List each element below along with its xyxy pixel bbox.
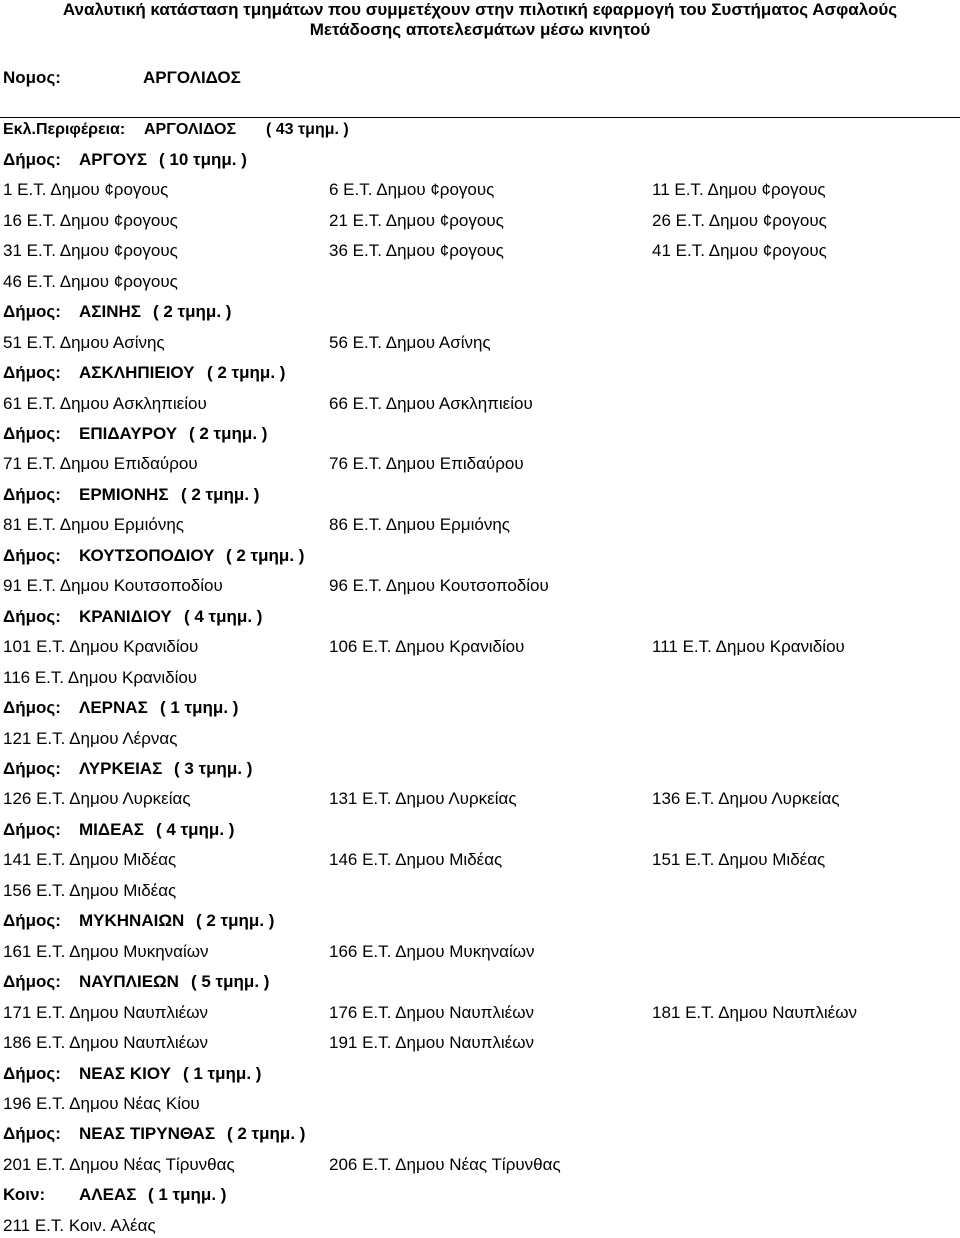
municipality-count: ( 2 τμημ. )	[196, 911, 275, 930]
municipality-header	[0, 148, 960, 172]
polling-section: 81 Ε.Τ. Δημου Ερμιόνης	[3, 515, 184, 534]
polling-section: 56 Ε.Τ. Δημου Ασίνης	[329, 333, 491, 352]
polling-section: 201 Ε.Τ. Δημου Νέας Τίρυνθας	[3, 1155, 235, 1174]
municipality-count: ( 2 τμημ. )	[189, 424, 268, 443]
municipality-count: ( 1 τμημ. )	[148, 1185, 227, 1204]
polling-section: 101 Ε.Τ. Δημου Κρανιδίου	[3, 637, 199, 656]
section-row	[0, 727, 960, 751]
municipality-label: Δήμος:	[3, 911, 61, 930]
section-row	[0, 1001, 960, 1025]
polling-section: 181 Ε.Τ. Δημου Ναυπλιέων	[652, 1003, 858, 1022]
polling-section: 11 Ε.Τ. Δημου ¢ρογους	[652, 180, 826, 199]
municipality-header	[0, 483, 960, 507]
municipality-header	[0, 422, 960, 446]
municipality-header	[0, 970, 960, 994]
polling-section: 176 Ε.Τ. Δημου Ναυπλιέων	[329, 1003, 535, 1022]
municipality-name: ΛΕΡΝΑΣ	[79, 698, 148, 717]
municipality-header	[0, 696, 960, 720]
municipality-label: Δήμος:	[3, 607, 61, 626]
region-name: ΑΡΓΟΛΙΔΟΣ	[144, 121, 237, 138]
municipality-header	[0, 818, 960, 842]
municipality-count: ( 4 τμημ. )	[184, 607, 263, 626]
polling-section: 141 Ε.Τ. Δημου Μιδέας	[3, 850, 177, 869]
municipality-count: ( 2 τμημ. )	[181, 485, 260, 504]
polling-section: 86 Ε.Τ. Δημου Ερμιόνης	[329, 515, 510, 534]
municipality-label: Δήμος:	[3, 546, 61, 565]
region-label: Εκλ.Περιφέρεια:	[3, 121, 126, 138]
polling-section: 206 Ε.Τ. Δημου Νέας Τίρυνθας	[329, 1155, 561, 1174]
section-row	[0, 331, 960, 355]
municipality-header	[0, 909, 960, 933]
polling-section: 171 Ε.Τ. Δημου Ναυπλιέων	[3, 1003, 209, 1022]
nomos-row	[0, 66, 960, 90]
municipality-header	[0, 1122, 960, 1146]
polling-section: 71 Ε.Τ. Δημου Επιδαύρου	[3, 454, 198, 473]
municipality-label: Δήμος:	[3, 972, 61, 991]
municipality-label: Δήμος:	[3, 363, 61, 382]
polling-section: 116 Ε.Τ. Δημου Κρανιδίου	[3, 668, 198, 687]
municipality-count: ( 5 τμημ. )	[191, 972, 270, 991]
municipality-name: ΑΣΚΛΗΠΙΕΙΟΥ	[79, 363, 195, 382]
municipality-header	[0, 757, 960, 781]
municipality-name: ΝΑΥΠΛΙΕΩΝ	[79, 972, 179, 991]
municipality-count: ( 1 τμημ. )	[160, 698, 239, 717]
section-row	[0, 940, 960, 964]
region-row	[0, 118, 960, 142]
polling-section: 61 Ε.Τ. Δημου Ασκληπιείου	[3, 394, 207, 413]
polling-section: 26 Ε.Τ. Δημου ¢ρογους	[652, 211, 827, 230]
municipality-label: Δήμος:	[3, 302, 61, 321]
polling-section: 211 Ε.Τ. Κοιν. Αλέας	[3, 1216, 156, 1235]
municipality-header	[0, 1062, 960, 1086]
municipality-count: ( 2 τμημ. )	[226, 546, 305, 565]
polling-section: 91 Ε.Τ. Δημου Κουτσοποδίου	[3, 576, 223, 595]
section-row	[0, 1092, 960, 1116]
polling-section: 51 Ε.Τ. Δημου Ασίνης	[3, 333, 165, 352]
section-row	[0, 513, 960, 537]
municipality-count: ( 4 τμημ. )	[156, 820, 235, 839]
municipality-name: ΝΕΑΣ ΤΙΡΥΝΘΑΣ	[79, 1124, 216, 1143]
polling-section: 191 Ε.Τ. Δημου Ναυπλιέων	[329, 1033, 535, 1052]
polling-section: 16 Ε.Τ. Δημου ¢ρογους	[3, 211, 178, 230]
municipality-count: ( 3 τμημ. )	[174, 759, 253, 778]
title-line-1: Αναλυτική κατάσταση τμημάτων που συμμετέχουν στην πιλοτική εφαρμογή του Συστήματος Ασφαλούς	[62, 0, 898, 19]
polling-section: 131 Ε.Τ. Δημου Λυρκείας	[329, 789, 517, 808]
region-count: ( 43 τμημ. )	[266, 121, 349, 138]
nomos-label: Νομος:	[3, 68, 61, 87]
polling-section: 66 Ε.Τ. Δημου Ασκληπιείου	[329, 394, 533, 413]
polling-section: 46 Ε.Τ. Δημου ¢ρογους	[3, 272, 178, 291]
polling-section: 36 Ε.Τ. Δημου ¢ρογους	[329, 241, 504, 260]
section-row	[0, 787, 960, 811]
municipality-label: Δήμος:	[3, 424, 61, 443]
section-row	[0, 1153, 960, 1177]
section-row	[0, 1031, 960, 1055]
polling-section: 151 Ε.Τ. Δημου Μιδέας	[652, 850, 826, 869]
section-row	[0, 392, 960, 416]
municipality-header	[0, 544, 960, 568]
polling-section: 166 Ε.Τ. Δημου Μυκηναίων	[329, 942, 535, 961]
polling-section: 21 Ε.Τ. Δημου ¢ρογους	[329, 211, 504, 230]
municipality-name: ΑΡΓΟΥΣ	[79, 150, 148, 169]
municipality-header	[0, 300, 960, 324]
polling-section: 1 Ε.Τ. Δημου ¢ρογους	[3, 180, 169, 199]
section-row	[0, 635, 960, 659]
municipality-count: ( 1 τμημ. )	[183, 1064, 262, 1083]
municipality-label: Δήμος:	[3, 820, 61, 839]
polling-section: 6 Ε.Τ. Δημου ¢ρογους	[329, 180, 495, 199]
municipality-header	[0, 605, 960, 629]
section-row	[0, 1214, 960, 1238]
municipality-label: Δήμος:	[3, 759, 61, 778]
polling-section: 146 Ε.Τ. Δημου Μιδέας	[329, 850, 503, 869]
polling-section: 106 Ε.Τ. Δημου Κρανιδίου	[329, 637, 525, 656]
municipality-label: Κοιν:	[3, 1185, 46, 1204]
title-line-2: Μετάδοσης αποτελεσμάτων μέσω κινητού	[309, 20, 651, 39]
section-row	[0, 879, 960, 903]
section-row	[0, 178, 960, 202]
municipality-name: ΕΠΙΔΑΥΡΟΥ	[79, 424, 178, 443]
section-row	[0, 452, 960, 476]
section-row	[0, 848, 960, 872]
polling-section: 76 Ε.Τ. Δημου Επιδαύρου	[329, 454, 524, 473]
polling-section: 41 Ε.Τ. Δημου ¢ρογους	[652, 241, 827, 260]
municipality-count: ( 10 τμημ. )	[159, 150, 247, 169]
polling-section: 126 Ε.Τ. Δημου Λυρκείας	[3, 789, 191, 808]
section-row	[0, 574, 960, 598]
municipality-name: ΝΕΑΣ ΚΙΟΥ	[79, 1064, 171, 1083]
polling-section: 96 Ε.Τ. Δημου Κουτσοποδίου	[329, 576, 549, 595]
municipality-count: ( 2 τμημ. )	[207, 363, 286, 382]
municipality-label: Δήμος:	[3, 1064, 61, 1083]
municipality-label: Δήμος:	[3, 150, 61, 169]
polling-section: 31 Ε.Τ. Δημου ¢ρογους	[3, 241, 178, 260]
municipality-label: Δήμος:	[3, 698, 61, 717]
municipality-count: ( 2 τμημ. )	[227, 1124, 306, 1143]
municipality-name: ΚΡΑΝΙΔΙΟΥ	[79, 607, 172, 626]
municipality-name: ΛΥΡΚΕΙΑΣ	[79, 759, 163, 778]
municipality-name: ΕΡΜΙΟΝΗΣ	[79, 485, 169, 504]
polling-section: 186 Ε.Τ. Δημου Ναυπλιέων	[3, 1033, 209, 1052]
section-row	[0, 270, 960, 294]
municipality-label: Δήμος:	[3, 1124, 61, 1143]
section-row	[0, 209, 960, 233]
municipality-name: ΚΟΥΤΣΟΠΟΔΙΟΥ	[79, 546, 215, 565]
polling-section: 196 Ε.Τ. Δημου Νέας Κίου	[3, 1094, 200, 1113]
polling-section: 161 Ε.Τ. Δημου Μυκηναίων	[3, 942, 209, 961]
municipality-label: Δήμος:	[3, 485, 61, 504]
polling-section: 111 Ε.Τ. Δημου Κρανιδίου	[652, 637, 845, 656]
section-row	[0, 666, 960, 690]
municipality-header	[0, 1183, 960, 1207]
municipality-name: ΑΣΙΝΗΣ	[79, 302, 141, 321]
municipality-header	[0, 361, 960, 385]
polling-section: 136 Ε.Τ. Δημου Λυρκείας	[652, 789, 840, 808]
municipality-name: ΜΙΔΕΑΣ	[79, 820, 144, 839]
nomos-value: ΑΡΓΟΛΙΔΟΣ	[143, 68, 241, 87]
section-row	[0, 239, 960, 263]
polling-section: 121 Ε.Τ. Δημου Λέρνας	[3, 729, 178, 748]
municipality-count: ( 2 τμημ. )	[153, 302, 232, 321]
polling-section: 156 Ε.Τ. Δημου Μιδέας	[3, 881, 177, 900]
municipality-name: ΑΛΕΑΣ	[79, 1185, 137, 1204]
municipality-name: ΜΥΚΗΝΑΙΩΝ	[79, 911, 185, 930]
